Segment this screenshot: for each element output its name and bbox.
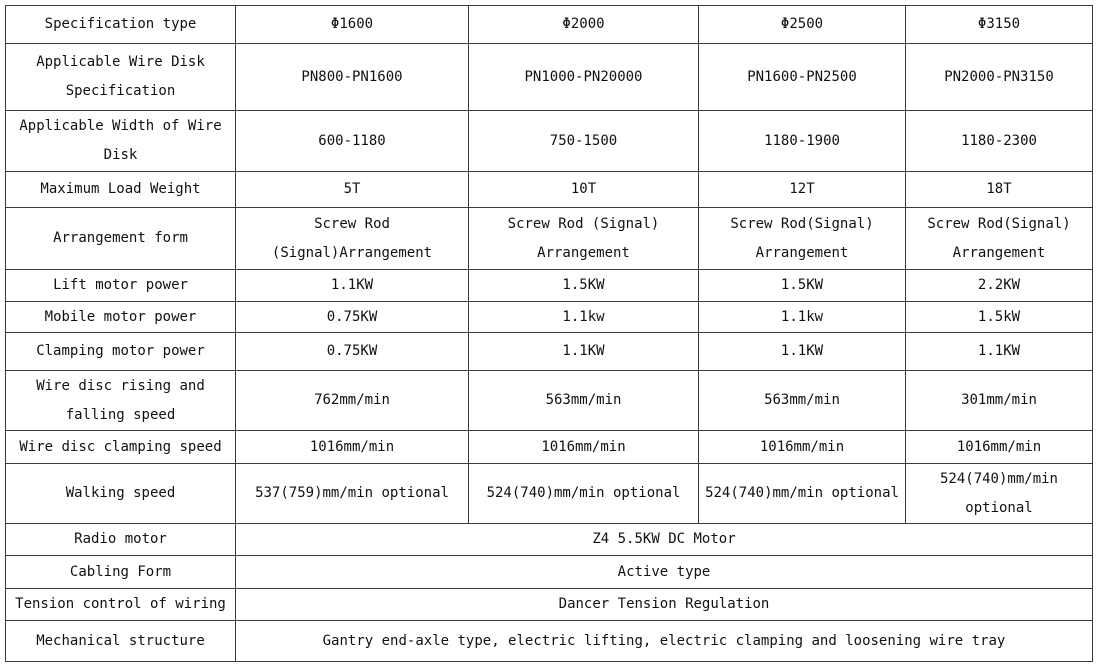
table-cell: PN800-PN1600 — [236, 44, 469, 111]
row-label: Clamping motor power — [6, 333, 236, 371]
table-cell: Screw Rod (Signal) Arrangement — [469, 208, 699, 270]
table-cell: 563mm/min — [699, 371, 906, 431]
table-row — [6, 302, 1093, 333]
table-cell: 1.5KW — [699, 270, 906, 302]
table-cell: 1.1KW — [906, 333, 1093, 371]
table-cell: 1016mm/min — [236, 431, 469, 464]
table-cell: 2.2KW — [906, 270, 1093, 302]
table-cell: 563mm/min — [469, 371, 699, 431]
row-label: Walking speed — [6, 464, 236, 524]
table-cell: 750-1500 — [469, 111, 699, 172]
table-cell: 524(740)mm/min optional — [906, 464, 1093, 524]
column-header-2000: Φ2000 — [469, 6, 699, 44]
table-cell: 301mm/min — [906, 371, 1093, 431]
table-row — [6, 208, 1093, 270]
table-row — [6, 172, 1093, 208]
row-label: Applicable Wire Disk Specification — [6, 44, 236, 111]
merged-cell: Gantry end-axle type, electric lifting, electric clamping and loosening wire tray — [236, 621, 1093, 662]
table-cell: Screw Rod (Signal)Arrangement — [236, 208, 469, 270]
column-header-1600: Φ1600 — [236, 6, 469, 44]
table-cell: PN2000-PN3150 — [906, 44, 1093, 111]
table-cell: 1.5kW — [906, 302, 1093, 333]
table-cell: 18T — [906, 172, 1093, 208]
table-cell: 1.5KW — [469, 270, 699, 302]
table-cell: PN1600-PN2500 — [699, 44, 906, 111]
table-cell: 1.1KW — [236, 270, 469, 302]
table-cell: 10T — [469, 172, 699, 208]
merged-cell: Z4 5.5KW DC Motor — [236, 524, 1093, 556]
table-cell: Screw Rod(Signal) Arrangement — [906, 208, 1093, 270]
table-cell: 524(740)mm/min optional — [699, 464, 906, 524]
merged-cell: Dancer Tension Regulation — [236, 589, 1093, 621]
table-row — [6, 270, 1093, 302]
table-cell: 537(759)mm/min optional — [236, 464, 469, 524]
table-cell: 524(740)mm/min optional — [469, 464, 699, 524]
table-cell: 1180-2300 — [906, 111, 1093, 172]
table-cell: PN1000-PN20000 — [469, 44, 699, 111]
table-cell: 1016mm/min — [469, 431, 699, 464]
table-cell: 5T — [236, 172, 469, 208]
row-label: Applicable Width of Wire Disk — [6, 111, 236, 172]
table-cell: 1.1kw — [699, 302, 906, 333]
table-cell: 1.1KW — [469, 333, 699, 371]
row-label: Mechanical structure — [6, 621, 236, 662]
table-row — [6, 524, 1093, 556]
table-cell: 12T — [699, 172, 906, 208]
row-label: Cabling Form — [6, 556, 236, 589]
table-row — [6, 556, 1093, 589]
table-row — [6, 464, 1093, 524]
row-label: Radio motor — [6, 524, 236, 556]
table-row — [6, 44, 1093, 111]
row-label: Specification type — [6, 6, 236, 44]
table-cell: 1.1kw — [469, 302, 699, 333]
table-row — [6, 371, 1093, 431]
specification-table — [5, 5, 1093, 662]
row-label: Tension control of wiring — [6, 589, 236, 621]
table-header-row — [6, 6, 1093, 44]
table-cell: 762mm/min — [236, 371, 469, 431]
row-label: Wire disc clamping speed — [6, 431, 236, 464]
table-row — [6, 589, 1093, 621]
merged-cell: Active type — [236, 556, 1093, 589]
row-label: Maximum Load Weight — [6, 172, 236, 208]
table-row — [6, 621, 1093, 662]
row-label: Lift motor power — [6, 270, 236, 302]
table-cell: 1180-1900 — [699, 111, 906, 172]
column-header-2500: Φ2500 — [699, 6, 906, 44]
row-label: Arrangement form — [6, 208, 236, 270]
column-header-3150: Φ3150 — [906, 6, 1093, 44]
table-cell: 0.75KW — [236, 333, 469, 371]
table-row — [6, 111, 1093, 172]
table-cell: 1016mm/min — [699, 431, 906, 464]
table-cell: Screw Rod(Signal) Arrangement — [699, 208, 906, 270]
table-cell: 0.75KW — [236, 302, 469, 333]
row-label: Wire disc rising and falling speed — [6, 371, 236, 431]
table-row — [6, 431, 1093, 464]
table-cell: 1016mm/min — [906, 431, 1093, 464]
table-cell: 1.1KW — [699, 333, 906, 371]
table-cell: 600-1180 — [236, 111, 469, 172]
row-label: Mobile motor power — [6, 302, 236, 333]
table-row — [6, 333, 1093, 371]
